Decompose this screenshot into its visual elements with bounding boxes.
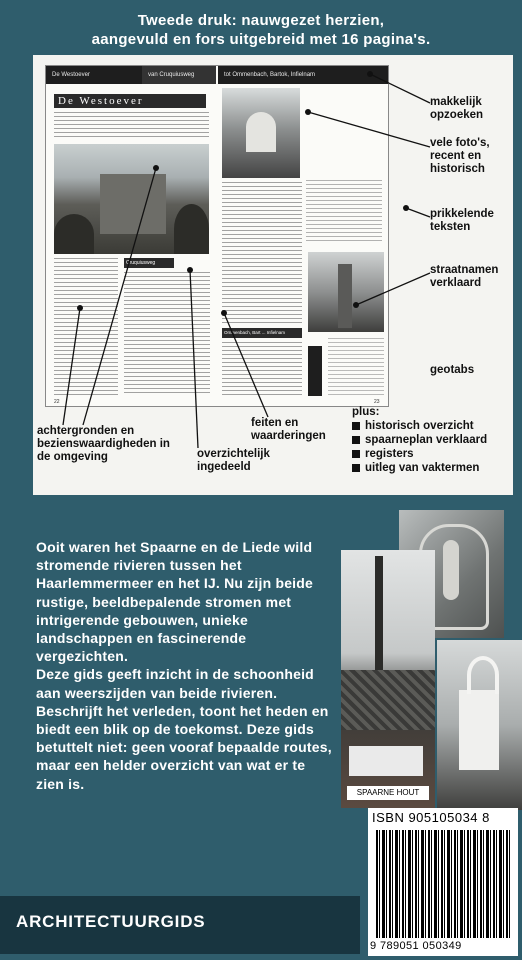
spread-header-right: tot Ommenbach, Bartok, Infielnam [218,66,388,84]
isbn-block [368,808,518,956]
sample-panel [33,55,513,495]
annotation-overzichtelijk: overzichtelijk ingedeeld [197,448,270,473]
spread-title: De Westoever [54,94,206,108]
barcode-number: 9 789051 050349 [370,940,462,952]
series-title: ARCHITECTUURGIDS [16,912,206,931]
intro-line-1: Tweede druk: nauwgezet herzien, [137,12,385,29]
spread-header-left: De Westoever [46,66,142,84]
description-paragraph-1: Ooit waren het Spaarne en de Liede wild stromende rivieren tussen het Haarlemmermeer en het IJ. Nu zijn beide rustige, beeldbepalende stromen met intrigerende gebouwen, unieke landschappen en fascinerende vergezichten. [36,539,314,665]
house-photo [341,550,435,808]
annotation-achtergronden: achtergronden en bezienswaardigheden in de omgeving [37,425,170,463]
tower-photo-2 [437,640,522,810]
annotation-geotabs: geotabs [430,364,475,376]
plus-item: uitleg van vaktermen [352,461,487,475]
plus-item: spaarneplan verklaard [352,433,487,447]
back-cover-description [36,538,336,793]
spire [375,556,383,676]
spread-header-mid: van Cruquiusweg [142,66,216,84]
plus-item: historisch overzicht [352,419,487,433]
street-sign: SPAARNE HOUT [347,786,429,800]
tower-body [459,690,499,770]
annotation-feiten: feiten en waarderingen [251,417,326,442]
annotation-straatnamen: straatnamen verklaard [430,264,499,289]
intro-line-2: aangevuld en fors uitgebreid met 16 pagina's. [91,31,431,48]
window [349,746,423,776]
architecture-photos [341,510,522,810]
annotation-fotos: vele foto's, recent en historisch [430,137,490,175]
plus-item: registers [352,447,487,461]
annotation-makkelijk: makkelijk opzoeken [430,96,484,121]
description-paragraph-2: Deze gids geeft inzicht in de schoonheid aan weerszijden van beide rivieren. Beschrijft het verleden, toont het heden en biedt een blik op de toekomst. Deze gids betuttelt niet: geen vooraf bepaalde routes, maar een helder overzicht van wat er te zien is. [36,666,332,792]
page-number-left: 22 [54,399,60,405]
isbn-label: ISBN 905105034 8 [372,810,490,825]
relief-figure [443,540,459,600]
page-number-right: 23 [374,399,380,405]
barcode [376,830,512,938]
plus-label: plus: [352,406,380,418]
pointer-lines [33,55,513,495]
annotation-prikkelende: prikkelende teksten [430,208,494,233]
roof-tiles [341,670,435,730]
swan-ornament [467,656,499,694]
badge-right: Ommenbach, Bart ... Infielnam [222,328,302,338]
badge-left: Cruquiusweg [124,258,174,268]
